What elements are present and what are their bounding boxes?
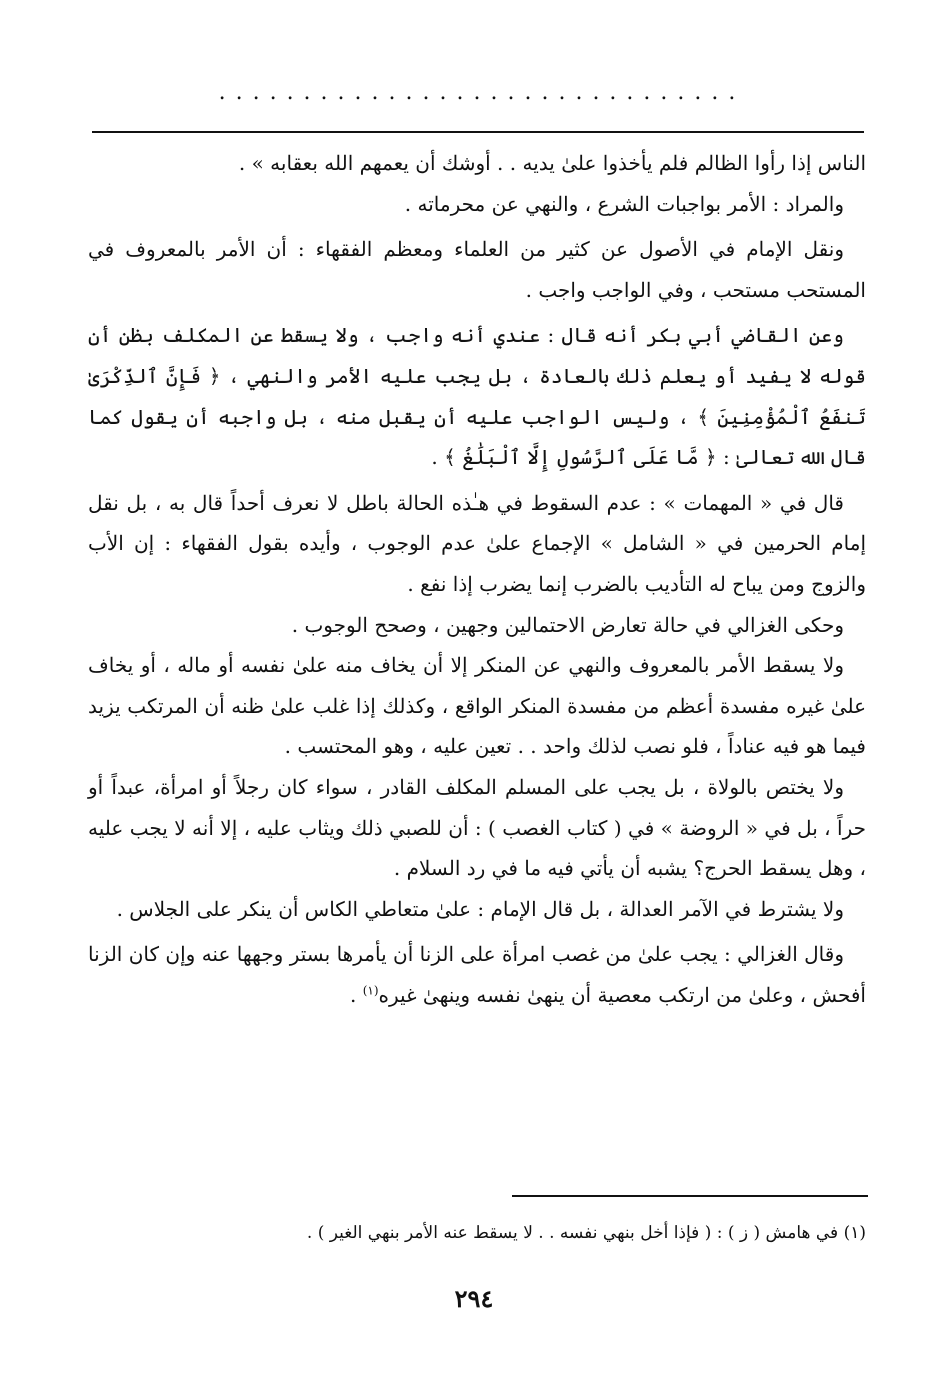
paragraph-end: . xyxy=(350,982,363,1007)
paragraph: ولا يسقط الأمر بالمعروف والنهي عن المنكر إلا أن يخاف منه علىٰ نفسه أو ماله ، أو يخاف علىٰ غيره مفسدة أعظم من مفسدة المنكر الواقع ، وكذلك إذا غلب علىٰ ظنه أن المرتكب يزيد فيما هو فيه عناداً ، فلو نصب لذلك واحد . . تعين عليه ، وهو المحتسب . xyxy=(88,653,866,759)
paragraph: وعن القاضي أبي بكر أنه قال : عندي أنه واجب ، ولا يسقط عن المكلف بظن أن قوله لا يفيد أو يعلم ذلك بالعادة ، بل يجب عليه الأمر والنهي ، ﴿ فَإِنَّ ٱلذِّكْرَىٰ تَنفَعُ ٱلْمُؤْمِنِينَ ﴾ ، وليس الواجب عليه أن يقبل منه ، بل واجبه أن يقول كما قال الله تعالىٰ : ﴿ مَّا عَلَى ٱلرَّسُولِ إِلَّا ٱلْبَلَٰغُ ﴾ . xyxy=(88,323,866,470)
header-rule xyxy=(92,131,864,133)
page-number: ٢٩٤ xyxy=(454,1284,494,1313)
footnote-rule xyxy=(512,1195,868,1197)
paragraph: الناس إذا رأوا الظالم فلم يأخذوا علىٰ يديه . . أوشك أن يعمهم الله بعقابه » . xyxy=(238,151,866,175)
paragraph: ونقل الإمام في الأصول عن كثير من العلماء ومعظم الفقهاء : أن الأمر بالمعروف في المستحب مستحب ، وفي الواجب واجب . xyxy=(88,237,866,302)
paragraph: وحكى الغزالي في حالة تعارض الاحتمالين وجهين ، وصحح الوجوب . xyxy=(291,612,844,637)
paragraph: قال في « المهمات » : عدم السقوط في هـٰذه الحالة باطل لا نعرف أحداً قال به ، بل نقل إمام الحرمين في « الشامل » الإجماع علىٰ عدم الوجوب ، وأيده بقول الفقهاء : إن الأب والزوج ومن يباح له التأديب بالضرب إنما يضرب إذا نفع . xyxy=(88,490,866,596)
paragraph: والمراد : الأمر بواجبات الشرع ، والنهي عن محرماته . xyxy=(404,191,844,216)
footnote: (١) في هامش ( ز ) : ( فإذا أخل بنهي نفسه . . لا يسقط عنه الأمر بنهي الغير ) . xyxy=(306,1223,866,1243)
header-dotted-line: ............................... xyxy=(218,80,746,105)
paragraph-text: وقال الغزالي : يجب علىٰ من غصب امرأة على الزنا أن يأمرها بستر وجهها عنه وإن كان الزنا أفحش ، وعلىٰ من ارتكب معصية أن ينهىٰ نفسه وينهىٰ غيره xyxy=(88,942,866,1007)
paragraph: ولا يختص بالولاة ، بل يجب على المسلم المكلف القادر ، سواء كان رجلاً أو امرأة، عبداً أو حراً ، بل في « الروضة » في ( كتاب الغصب ) : أن للصبي ذلك ويثاب عليه ، إلا أنه لا يجب عليه ، وهل يسقط الحرج؟ يشبه أن يأتي فيه ما في رد السلام . xyxy=(88,774,866,881)
main-text xyxy=(88,143,866,1015)
footnote-reference: (١) xyxy=(362,983,379,998)
paragraph: ولا يشترط في الآمر العدالة ، بل قال الإمام : علىٰ متعاطي الكاس أن ينكر على الجلاس . xyxy=(116,896,844,921)
paragraph xyxy=(88,934,866,1015)
